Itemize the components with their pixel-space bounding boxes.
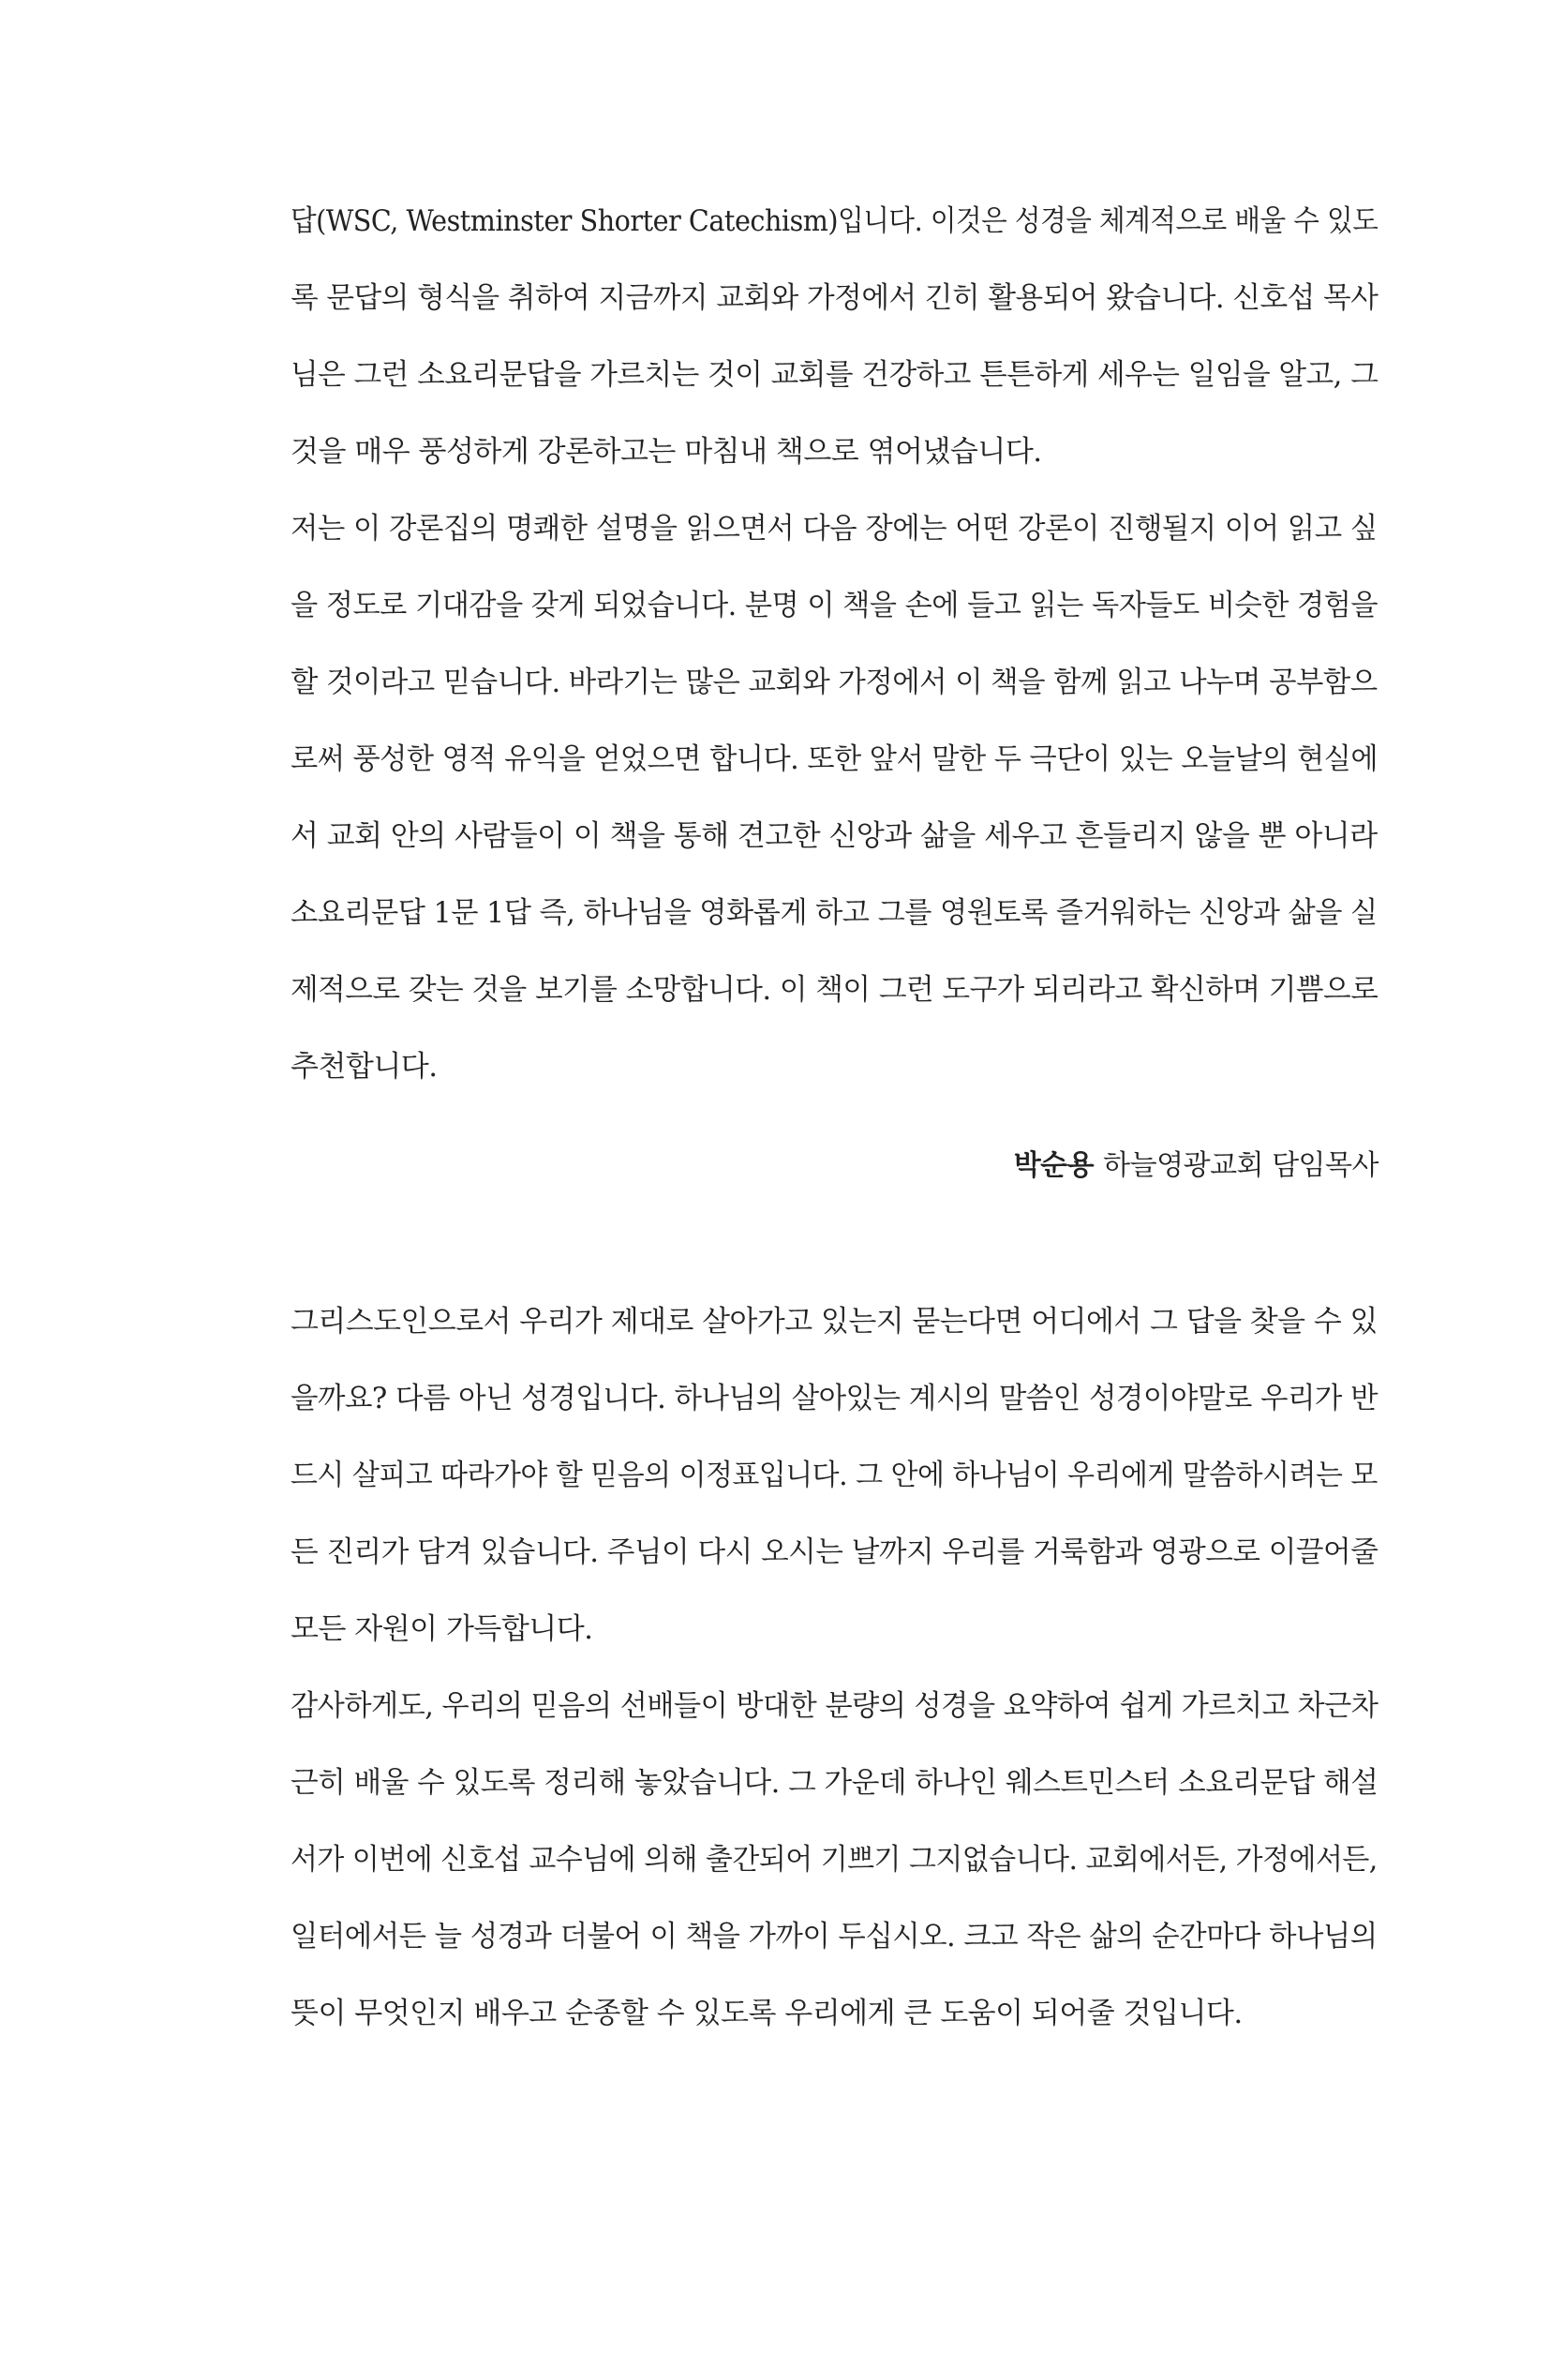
text-line: 근히 배울 수 있도록 정리해 놓았습니다. 그 가운데 하나인 웨스트민스터 소요리문답 해설 <box>291 1766 1379 1800</box>
text-line: 을까요? 다름 아닌 성경입니다. 하나님의 살아있는 계시의 말씀인 성경이야말로 우리가 반 <box>291 1382 1379 1415</box>
text-line: 일터에서든 늘 성경과 더불어 이 책을 가까이 두십시오. 크고 작은 삶의 순간마다 하나님의 <box>291 1920 1378 1953</box>
text-line: 그리스도인으로서 우리가 제대로 살아가고 있는지 묻는다면 어디에서 그 답을 찾을 수 있 <box>291 1305 1378 1339</box>
author-signature <box>1014 1145 1379 1187</box>
text-line: 을 정도로 기대감을 갖게 되었습니다. 분명 이 책을 손에 들고 읽는 독자들도 비슷한 경험을 <box>291 589 1379 622</box>
author-name: 박순용 <box>1013 1149 1095 1182</box>
text-line: 서가 이번에 신호섭 교수님에 의해 출간되어 기쁘기 그지없습니다. 교회에서든, 가정에서든, <box>291 1843 1378 1877</box>
text-line: 추천합니다. <box>291 1050 438 1084</box>
text-line: 답(WSC, Westminster Shorter Catechism)입니다. 이것은 성경을 체계적으로 배울 수 있도 <box>291 204 1379 238</box>
text-line: 든 진리가 담겨 있습니다. 주님이 다시 오시는 날까지 우리를 거룩함과 영광으로 이끌어줄 <box>291 1535 1379 1569</box>
author-title: 하늘영광교회 담임목사 <box>1103 1149 1379 1182</box>
text-line: 제적으로 갖는 것을 보기를 소망합니다. 이 책이 그런 도구가 되리라고 확신하며 기쁨으로 <box>291 973 1379 1007</box>
text-line: 님은 그런 소요리문답을 가르치는 것이 교회를 건강하고 튼튼하게 세우는 일임을 알고, 그 <box>291 358 1379 392</box>
text-line: 뜻이 무엇인지 배우고 순종할 수 있도록 우리에게 큰 도움이 되어줄 것입니다. <box>291 1997 1243 2030</box>
text-line: 드시 살피고 따라가야 할 믿음의 이정표입니다. 그 안에 하나님이 우리에게 말씀하시려는 모 <box>291 1459 1378 1492</box>
text-line: 것을 매우 풍성하게 강론하고는 마침내 책으로 엮어냈습니다. <box>291 435 1042 469</box>
text-line: 서 교회 안의 사람들이 이 책을 통해 견고한 신앙과 삶을 세우고 흔들리지 않을 뿐 아니라 <box>291 819 1378 853</box>
text-line: 소요리문답 1문 1답 즉, 하나님을 영화롭게 하고 그를 영원토록 즐거워하는 신앙과 삶을 실 <box>291 896 1378 930</box>
text-line: 할 것이라고 믿습니다. 바라기는 많은 교회와 가정에서 이 책을 함께 읽고 나누며 공부함으 <box>291 666 1378 699</box>
text-line: 감사하게도, 우리의 믿음의 선배들이 방대한 분량의 성경을 요약하여 쉽게 가르치고 차근차 <box>291 1689 1379 1723</box>
text-line: 저는 이 강론집의 명쾌한 설명을 읽으면서 다음 장에는 어떤 강론이 진행될지 이어 읽고 싶 <box>291 512 1378 546</box>
text-line: 모든 자원이 가득합니다. <box>291 1612 593 1646</box>
text-line: 록 문답의 형식을 취하여 지금까지 교회와 가정에서 긴히 활용되어 왔습니다. 신호섭 목사 <box>291 281 1379 315</box>
text-line: 로써 풍성한 영적 유익을 얻었으면 합니다. 또한 앞서 말한 두 극단이 있는 오늘날의 현실에 <box>291 742 1379 776</box>
